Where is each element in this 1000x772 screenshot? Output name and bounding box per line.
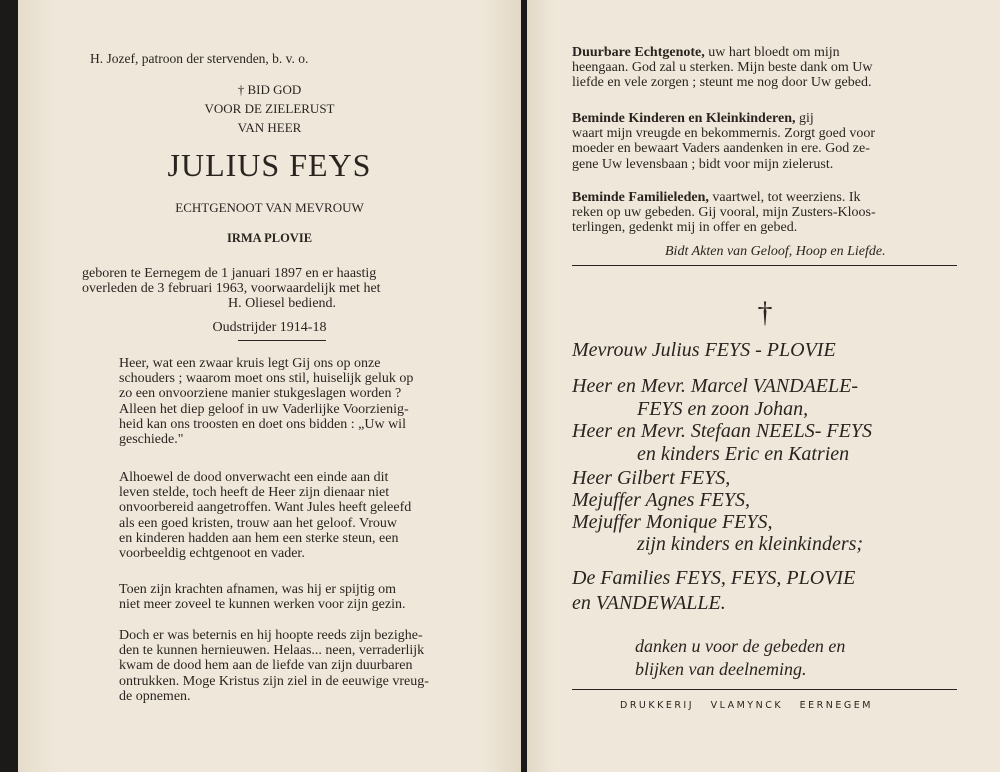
message-lead: Beminde Kinderen en Kleinkinderen, [572, 111, 796, 126]
birth-line: geboren te Eernegem de 1 januari 1897 en er haastig [82, 266, 377, 281]
printer-credit: DRUKKERIJ VLAMYNCK EERNEGEM [620, 700, 873, 711]
patron-line: H. Jozef, patroon der stervenden, b. v. o. [90, 51, 309, 66]
birth-line: overleden de 3 februari 1963, voorwaardelijk met het [82, 281, 381, 296]
message-line: uw hart bloedt om mijn [704, 45, 840, 60]
family-line: Mejuffer Agnes FEYS, [572, 489, 750, 511]
paragraph-line: heid kan ons troosten en doet ons bidden : „Uw wil [119, 416, 406, 432]
right-page [527, 0, 1000, 772]
paragraph-line: Alleen het diep geloof in uw Vaderlijke Voorzienig- [119, 401, 409, 417]
paragraph-line: de opnemen. [119, 688, 191, 704]
message-line: moeder en bewaart Vaders aandenken in ere. God ze- [572, 141, 870, 157]
closing-prayer: Bidt Akten van Geloof, Hoop en Liefde. [665, 244, 886, 259]
divider [238, 340, 326, 341]
prayer-line-2: VOOR DE ZIELERUST [204, 101, 335, 116]
message-lead: Beminde Familieleden, [572, 190, 709, 205]
divider [572, 689, 957, 690]
paragraph-line: zo een onvoorziene manier stukgeslagen worden ? [119, 386, 402, 402]
message-line: reken op uw gebeden. Gij vooral, mijn Zusters-Kloos- [572, 205, 876, 221]
family-line: FEYS en zoon Johan, [637, 398, 809, 420]
family-line: Mevrouw Julius FEYS - PLOVIE [572, 339, 836, 361]
prayer-line-3: VAN HEER [237, 120, 302, 135]
thanks-line: danken u voor de gebeden en [635, 636, 846, 656]
message-spouse [572, 45, 957, 91]
cross-symbol: † [757, 296, 773, 329]
message-children [572, 111, 957, 172]
paragraph-line: als een goed kristen, trouw aan het geloof. Vrouw [119, 515, 398, 531]
family-line: Heer Gilbert FEYS, [572, 467, 731, 489]
family-line: Heer en Mevr. Marcel VANDAELE- [572, 375, 859, 397]
thanks-line: blijken van deelneming. [635, 659, 807, 679]
paragraph-line: niet meer zoveel te kunnen werken voor zijn gezin. [119, 597, 406, 613]
paragraph-line: Heer, wat een zwaar kruis legt Gij ons op onze [119, 356, 381, 371]
spouse-label: ECHTGENOOT VAN MEVROUW [175, 200, 364, 215]
birth-details [82, 266, 482, 311]
message-line: gene Uw levensbaan ; bidt voor mijn zielerust. [572, 156, 834, 172]
paragraph-line: Doch er was beternis en hij hoopte reeds zijn bezighe- [119, 628, 423, 643]
paragraph-3 [119, 582, 484, 612]
message-lead: Duurbare Echtgenote, [572, 45, 705, 60]
paragraph-line: Alhoewel de dood onverwacht een einde aan dit [119, 470, 389, 485]
message-line: liefde en vele zorgen ; steunt me nog door Uw gebed. [572, 75, 872, 91]
paragraph-line: geschiede." [119, 432, 184, 448]
family-line: en VANDEWALLE. [572, 592, 726, 614]
divider [572, 265, 957, 266]
family-line: zijn kinders en kleinkinders; [637, 533, 864, 555]
paragraph-line: ontrukken. Moge Kristus zijn ziel in de eeuwige vreug- [119, 673, 429, 689]
family-line: en kinders Eric en Katrien [637, 443, 850, 465]
birth-line: H. Oliesel bediend. [227, 296, 337, 311]
message-line: gij [795, 111, 814, 126]
message-line: vaartwel, tot weerziens. Ik [708, 190, 861, 205]
message-line: heengaan. God zal u sterken. Mijn beste dank om Uw [572, 60, 873, 76]
paragraph-line: voorbeeldig echtgenoot en vader. [119, 546, 305, 562]
left-page [18, 0, 521, 772]
message-line: terlingen, gedenkt mij in offer en gebed. [572, 220, 798, 236]
deceased-name: JULIUS FEYS [167, 147, 372, 183]
paragraph-line: leven stelde, toch heeft de Heer zijn dienaar niet [119, 485, 390, 501]
spouse-name: IRMA PLOVIE [226, 231, 313, 245]
paragraph-line: den te kunnen hernieuwen. Helaas... neen, verraderlijk [119, 643, 425, 659]
family-line: Heer en Mevr. Stefaan NEELS- FEYS [572, 420, 872, 442]
paragraph-line: schouders ; waarom moet ons stil, huiselijk geluk op [119, 371, 414, 387]
paragraph-1 [119, 356, 484, 447]
paragraph-line: kwam de dood hem aan de liefde van zijn duurbaren [119, 658, 413, 674]
family-line: De Families FEYS, FEYS, PLOVIE [572, 567, 856, 589]
prayer-line-1: † BID GOD [237, 82, 302, 97]
paragraph-2 [119, 470, 484, 561]
paragraph-line: onvoorbereid aangetroffen. Want Jules heeft geleefd [119, 500, 412, 516]
veteran-line: Oudstrijder 1914-18 [212, 320, 327, 335]
paragraph-line: Toen zijn krachten afnamen, was hij er spijtig om [119, 582, 396, 597]
message-line: waart mijn vreugde en bekommernis. Zorgt goed voor [572, 126, 875, 142]
message-family [572, 190, 957, 236]
paragraph-4 [119, 628, 484, 704]
family-line: Mejuffer Monique FEYS, [572, 511, 773, 533]
paragraph-line: en kinderen hadden aan hem een sterke steun, een [119, 530, 399, 546]
